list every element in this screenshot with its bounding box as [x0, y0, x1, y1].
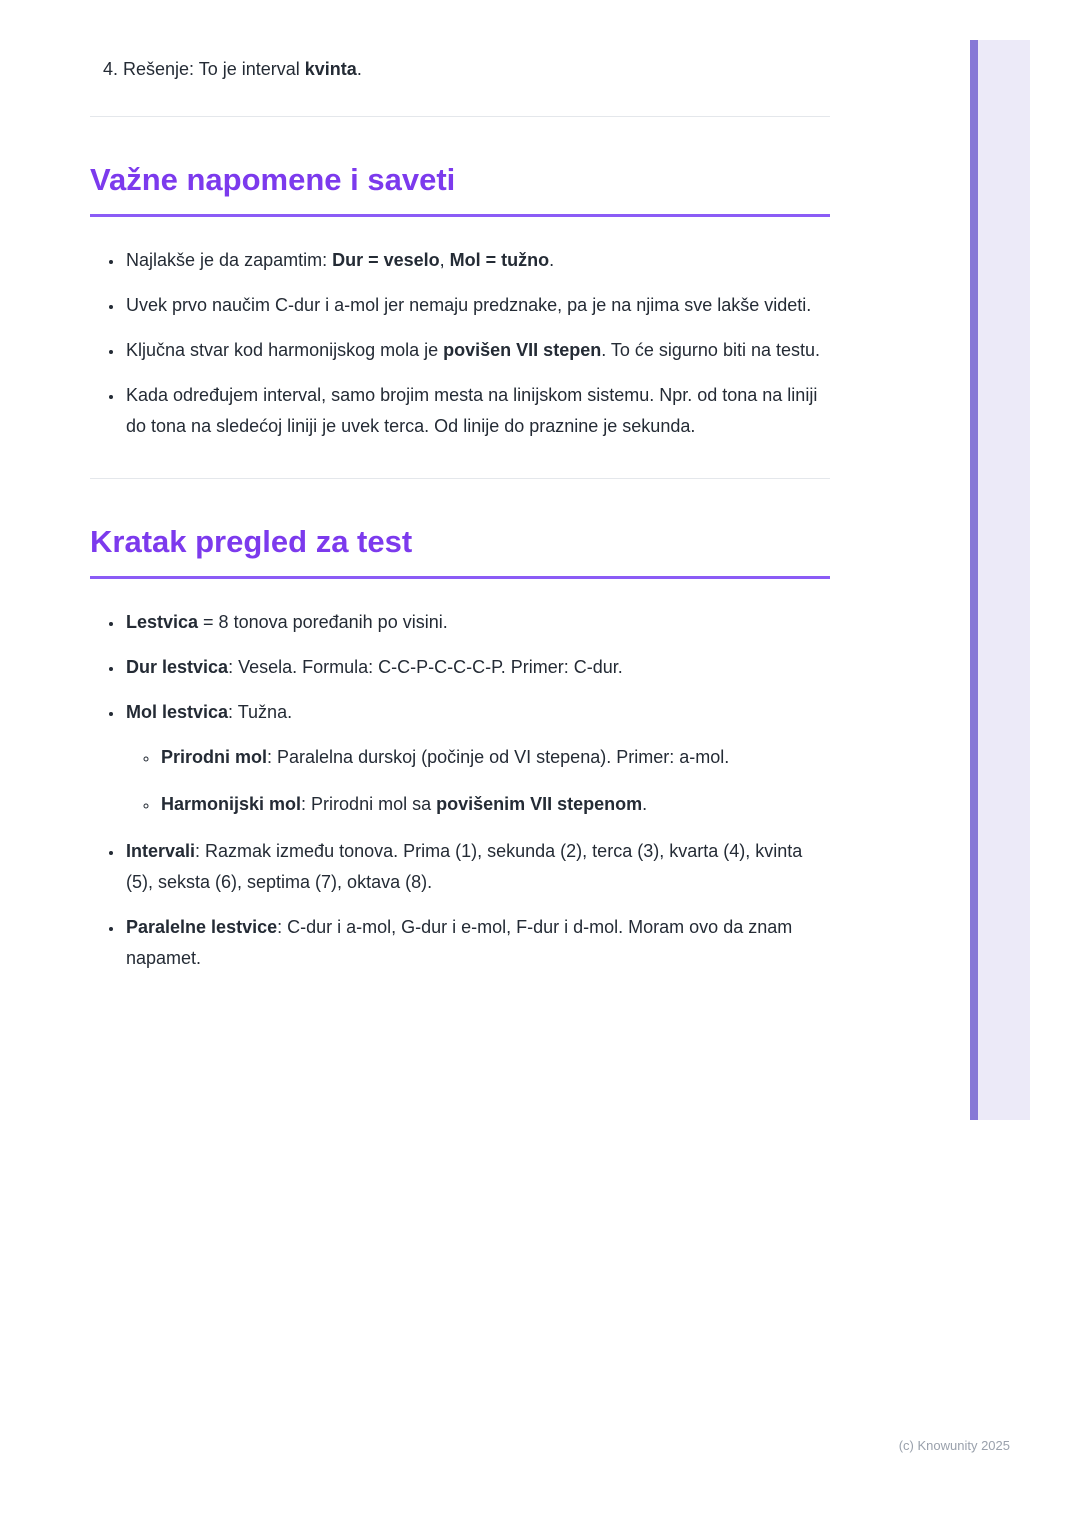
page-margin-strip — [970, 40, 1030, 1120]
text-run: : Prirodni mol sa — [301, 794, 437, 814]
section-divider — [90, 478, 830, 479]
text-run: Kada određujem interval, samo brojim mesta na linijskom sistemu. Npr. od tona na liniji do tona na sledećoj liniji je uvek terca. Od linije do praznine je sekunda. — [126, 385, 818, 436]
text-run: . To će sigurno biti na testu. — [601, 340, 820, 360]
list-item — [124, 245, 830, 276]
text-run: 4. Rešenje: To je interval — [103, 59, 305, 79]
list-item — [124, 836, 830, 898]
section-heading: Kratak pregled za test — [90, 523, 830, 579]
sub-list-item — [159, 742, 830, 773]
bold-text: Lestvica — [126, 612, 199, 632]
text-run: . — [642, 794, 648, 814]
section-notes-and-tips — [90, 161, 830, 442]
text-run: : Tužna. — [228, 702, 293, 722]
bold-text: Prirodni mol — [161, 747, 268, 767]
section-divider — [90, 116, 830, 117]
text-run: , — [439, 250, 450, 270]
numbered-list-item — [90, 56, 830, 82]
list-item — [124, 912, 830, 974]
text-run: . — [549, 250, 555, 270]
text-run: Najlakše je da zapamtim: — [126, 250, 333, 270]
bold-text: Dur lestvica — [126, 657, 229, 677]
bullet-list — [90, 607, 830, 974]
bold-text: Intervali — [126, 841, 196, 861]
bold-text: Dur = veselo — [332, 250, 440, 270]
text-run: Uvek prvo naučim C-dur i a-mol jer nemaju predznake, pa je na njima sve lakše videti. — [126, 295, 812, 315]
bold-text: Paralelne lestvice — [126, 917, 278, 937]
bold-text: Mol = tužno — [449, 250, 550, 270]
text-run: . — [356, 59, 362, 79]
list-item — [124, 290, 830, 321]
list-item — [124, 697, 830, 820]
text-run: : Razmak između tonova. Prima (1), sekunda (2), terca (3), kvarta (4), kvinta (5), seksta (6), septima (7), oktava (8). — [126, 841, 803, 892]
bold-text: kvinta — [304, 59, 357, 79]
section-heading: Važne napomene i saveti — [90, 161, 830, 217]
copyright-text: (c) Knowunity 2025 — [898, 1438, 1010, 1453]
sub-list-item — [159, 789, 830, 820]
content-area — [90, 0, 830, 988]
bold-text: povišen VII stepen — [443, 340, 602, 360]
bullet-list — [90, 245, 830, 442]
text-run: : C-dur i a-mol, G-dur i e-mol, F-dur i d-mol. Moram ovo da znam napamet. — [126, 917, 793, 968]
bold-text: Harmonijski mol — [161, 794, 302, 814]
bold-text: povišenim VII stepenom — [436, 794, 643, 814]
list-item — [124, 380, 830, 442]
text-run: Ključna stvar kod harmonijskog mola je — [126, 340, 444, 360]
list-item — [124, 335, 830, 366]
sub-list — [126, 742, 830, 820]
list-item — [124, 607, 830, 638]
list-item — [124, 652, 830, 683]
bold-text: Mol lestvica — [126, 702, 229, 722]
text-run: : Paralelna durskoj (počinje od VI stepena). Primer: a-mol. — [267, 747, 730, 767]
text-run: = 8 tonova poređanih po visini. — [198, 612, 448, 632]
section-test-review — [90, 523, 830, 974]
text-run: : Vesela. Formula: C-C-P-C-C-C-P. Primer: C-dur. — [228, 657, 623, 677]
